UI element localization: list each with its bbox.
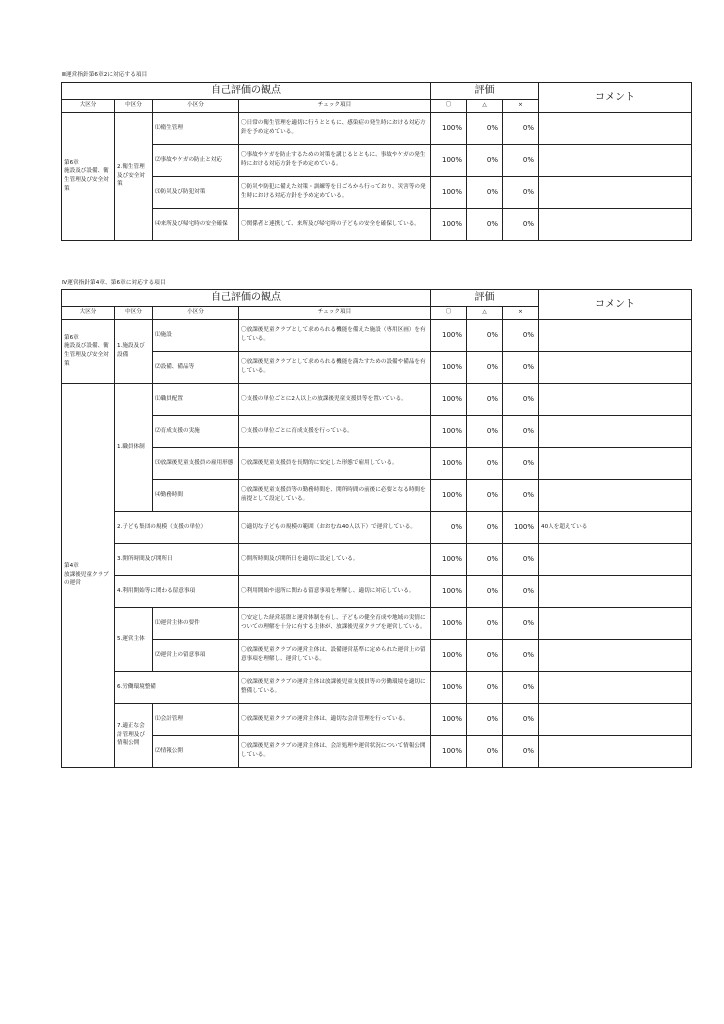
comment-cell xyxy=(539,351,692,383)
rate-cross: 0% xyxy=(503,735,539,767)
mid-category: 7.適正な会計管理及び情報公開 xyxy=(115,703,153,767)
check-item: 〇放課後児童支援員等の勤務時間を、開所時間の前後に必要となる時間を前提として設定している。 xyxy=(239,479,431,511)
section2-caption: Ⅳ運営指針第4章、第6章に対応する項目 xyxy=(62,280,166,286)
rate-cross: 0% xyxy=(503,607,539,639)
table-row xyxy=(62,479,692,511)
table-row xyxy=(62,144,692,176)
rate-cross: 0% xyxy=(503,543,539,575)
minor-category: ⑶放課後児童支援員の雇用形態 xyxy=(153,447,239,479)
mid-category: 5.運営主体 xyxy=(115,607,153,671)
viewpoint-header: 自己評価の観点 xyxy=(62,290,431,307)
table-row xyxy=(62,639,692,671)
mid-category: 2.子ども集団の規模（支援の単位） xyxy=(115,511,239,543)
mid-category: 2.衛生管理及び安全対策 xyxy=(115,112,153,240)
comment-cell xyxy=(539,639,692,671)
check-item: 〇放課後児童クラブの運営主体は、設備運営基準に定められた運営上の留意事項を理解し、運営している。 xyxy=(239,639,431,671)
comment-cell: 40人を超えている xyxy=(539,511,692,543)
section1-caption: Ⅲ運営指針第6章2に対応する項目 xyxy=(62,72,148,78)
rate-circle: 100% xyxy=(431,607,467,639)
rate-circle: 100% xyxy=(431,703,467,735)
check-item: 〇関係者と連携して、来所及び帰宅時の子どもの安全を確保している。 xyxy=(239,208,431,240)
rate-circle: 100% xyxy=(431,319,467,351)
comment-cell xyxy=(539,543,692,575)
comment-cell xyxy=(539,447,692,479)
col-mid: 中区分 xyxy=(115,306,153,319)
table-row xyxy=(62,703,692,735)
evaluation-table-2 xyxy=(61,289,692,768)
table-row xyxy=(62,447,692,479)
table-row xyxy=(62,735,692,767)
rate-cross: 0% xyxy=(503,703,539,735)
check-item: 〇放課後児童クラブの運営主体は、適切な会計管理を行っている。 xyxy=(239,703,431,735)
mid-category: 6.労働環境整備 xyxy=(115,671,239,703)
table-row xyxy=(62,383,692,415)
rate-triangle: 0% xyxy=(467,383,503,415)
rate-cross: 0% xyxy=(503,447,539,479)
check-item: 〇支援の単位ごとに2人以上の放課後児童支援員等を置いている。 xyxy=(239,383,431,415)
rate-triangle: 0% xyxy=(467,112,503,144)
rate-cross: 0% xyxy=(503,208,539,240)
rate-triangle: 0% xyxy=(467,319,503,351)
major-category: 第6章 施設及び設備、衛生管理及び安全対策 xyxy=(62,319,115,383)
rate-triangle: 0% xyxy=(467,176,503,208)
rate-cross: 0% xyxy=(503,351,539,383)
col-circle: 〇 xyxy=(431,306,467,319)
rate-cross: 0% xyxy=(503,319,539,351)
rate-cross: 0% xyxy=(503,112,539,144)
rate-cross: 100% xyxy=(503,511,539,543)
check-item: 〇放課後児童クラブの運営主体は、会計処理や運営状況について情報公開している。 xyxy=(239,735,431,767)
rate-triangle: 0% xyxy=(467,511,503,543)
col-triangle: △ xyxy=(467,99,503,112)
comment-header: コメント xyxy=(539,83,692,113)
rate-triangle: 0% xyxy=(467,607,503,639)
col-cross: × xyxy=(503,306,539,319)
minor-category: ⑶防災及び防犯対策 xyxy=(153,176,239,208)
rate-triangle: 0% xyxy=(467,144,503,176)
col-check: チェック項目 xyxy=(239,99,431,112)
comment-cell xyxy=(539,671,692,703)
evaluation-header: 評価 xyxy=(431,290,539,307)
col-major: 大区分 xyxy=(62,99,115,112)
rate-cross: 0% xyxy=(503,144,539,176)
rate-circle: 100% xyxy=(431,479,467,511)
rate-circle: 100% xyxy=(431,639,467,671)
rate-cross: 0% xyxy=(503,479,539,511)
rate-triangle: 0% xyxy=(467,703,503,735)
col-cross: × xyxy=(503,99,539,112)
rate-triangle: 0% xyxy=(467,415,503,447)
rate-triangle: 0% xyxy=(467,735,503,767)
comment-cell xyxy=(539,144,692,176)
rate-circle: 100% xyxy=(431,208,467,240)
comment-cell xyxy=(539,208,692,240)
check-item: 〇放課後児童支援員を長期的に安定した形態で雇用している。 xyxy=(239,447,431,479)
major-category: 第4章 放課後児童クラブの運営 xyxy=(62,383,115,767)
minor-category: ⑷来所及び帰宅時の安全確保 xyxy=(153,208,239,240)
check-item: 〇日常の衛生管理を適切に行うとともに、感染症の発生時における対応方針を予め定めている。 xyxy=(239,112,431,144)
check-item: 〇安定した経営基盤と運営体制を有し、子どもの健全育成や地域の実情についての理解を十分に有する主体が、放課後児童クラブを運営している。 xyxy=(239,607,431,639)
minor-category: ⑴施設 xyxy=(153,319,239,351)
rate-cross: 0% xyxy=(503,671,539,703)
minor-category: ⑵設備、備品等 xyxy=(153,351,239,383)
rate-circle: 100% xyxy=(431,447,467,479)
rate-circle: 100% xyxy=(431,351,467,383)
comment-cell xyxy=(539,319,692,351)
comment-cell xyxy=(539,176,692,208)
rate-circle: 100% xyxy=(431,112,467,144)
table-row xyxy=(62,575,692,607)
minor-category: ⑵情報公開 xyxy=(153,735,239,767)
rate-circle: 100% xyxy=(431,735,467,767)
comment-cell xyxy=(539,575,692,607)
evaluation-table-1 xyxy=(61,82,692,241)
rate-cross: 0% xyxy=(503,415,539,447)
comment-cell xyxy=(539,703,692,735)
rate-triangle: 0% xyxy=(467,208,503,240)
comment-cell xyxy=(539,383,692,415)
table-row xyxy=(62,351,692,383)
check-item: 〇放課後児童クラブとして求められる機能を備えた施設（専用区画）を有している。 xyxy=(239,319,431,351)
rate-circle: 100% xyxy=(431,415,467,447)
col-triangle: △ xyxy=(467,306,503,319)
comment-cell xyxy=(539,479,692,511)
mid-category: 4.利用開始等に関わる留意事項 xyxy=(115,575,239,607)
check-item: 〇支援の単位ごとに育成支援を行っている。 xyxy=(239,415,431,447)
rate-triangle: 0% xyxy=(467,351,503,383)
mid-category: 1.施設及び設備 xyxy=(115,319,153,383)
table-row xyxy=(62,671,692,703)
rate-triangle: 0% xyxy=(467,543,503,575)
comment-cell xyxy=(539,735,692,767)
col-major: 大区分 xyxy=(62,306,115,319)
check-item: 〇開所時間及び開所日を適切に設定している。 xyxy=(239,543,431,575)
table-row xyxy=(62,112,692,144)
rate-circle: 100% xyxy=(431,575,467,607)
comment-cell xyxy=(539,415,692,447)
col-check: チェック項目 xyxy=(239,306,431,319)
check-item: 〇適切な子どもの規模の範囲（おおむね40人以下）で運営している。 xyxy=(239,511,431,543)
comment-header: コメント xyxy=(539,290,692,320)
rate-triangle: 0% xyxy=(467,575,503,607)
check-item: 〇利用開始や退所に関わる留意事項を理解し、適切に対応している。 xyxy=(239,575,431,607)
minor-category: ⑵事故やケガの防止と対応 xyxy=(153,144,239,176)
evaluation-header: 評価 xyxy=(431,83,539,100)
mid-category: 1.職員体制 xyxy=(115,383,153,511)
col-mid: 中区分 xyxy=(115,99,153,112)
minor-category: ⑵育成支援の実施 xyxy=(153,415,239,447)
rate-circle: 100% xyxy=(431,144,467,176)
rate-triangle: 0% xyxy=(467,671,503,703)
check-item: 〇放課後児童クラブの運営主体は放課後児童支援員等の労働環境を適切に整備している。 xyxy=(239,671,431,703)
check-item: 〇防災や防犯に備えた対策・訓練等を日ごろから行っており、災害等の発生時における対応方針を予め定めている。 xyxy=(239,176,431,208)
table-row xyxy=(62,543,692,575)
rate-circle: 100% xyxy=(431,671,467,703)
minor-category: ⑴職員配置 xyxy=(153,383,239,415)
rate-triangle: 0% xyxy=(467,639,503,671)
rate-circle: 0% xyxy=(431,511,467,543)
table-row xyxy=(62,208,692,240)
table-row xyxy=(62,415,692,447)
col-minor: 小区分 xyxy=(153,99,239,112)
rate-circle: 100% xyxy=(431,543,467,575)
table-row xyxy=(62,319,692,351)
rate-circle: 100% xyxy=(431,383,467,415)
comment-cell xyxy=(539,607,692,639)
col-circle: 〇 xyxy=(431,99,467,112)
minor-category: ⑷勤務時間 xyxy=(153,479,239,511)
table-row xyxy=(62,607,692,639)
rate-cross: 0% xyxy=(503,575,539,607)
rate-circle: 100% xyxy=(431,176,467,208)
minor-category: ⑵運営上の留意事項 xyxy=(153,639,239,671)
col-minor: 小区分 xyxy=(153,306,239,319)
rate-cross: 0% xyxy=(503,639,539,671)
minor-category: ⑴運営主体の要件 xyxy=(153,607,239,639)
viewpoint-header: 自己評価の観点 xyxy=(62,83,431,100)
check-item: 〇事故やケガを防止するための対策を講じるとともに、事故やケガの発生時における対応方針を予め定めている。 xyxy=(239,144,431,176)
table-row xyxy=(62,511,692,543)
major-category: 第6章 施設及び設備、衛生管理及び安全対策 xyxy=(62,112,115,240)
minor-category: ⑴会計管理 xyxy=(153,703,239,735)
comment-cell xyxy=(539,112,692,144)
rate-cross: 0% xyxy=(503,383,539,415)
check-item: 〇放課後児童クラブとして求められる機能を満たすための設備や備品を有している。 xyxy=(239,351,431,383)
rate-triangle: 0% xyxy=(467,479,503,511)
mid-category: 3.開所時間及び開所日 xyxy=(115,543,239,575)
rate-triangle: 0% xyxy=(467,447,503,479)
rate-cross: 0% xyxy=(503,176,539,208)
table-row xyxy=(62,176,692,208)
minor-category: ⑴衛生管理 xyxy=(153,112,239,144)
